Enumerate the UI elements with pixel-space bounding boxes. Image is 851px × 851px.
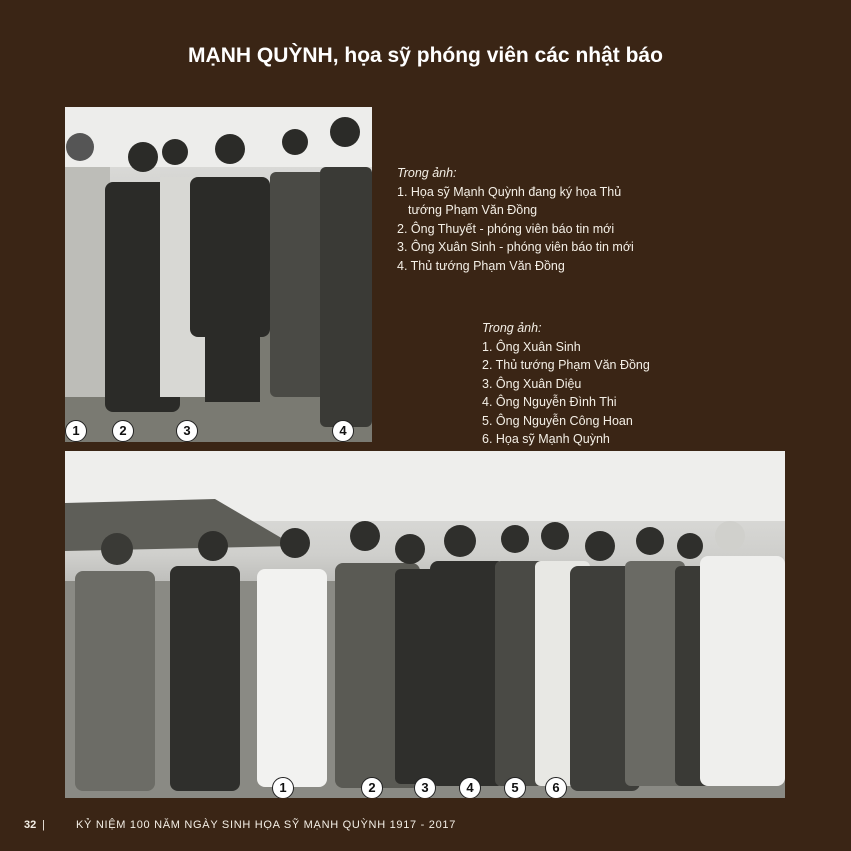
caption-photo1-line: tướng Phạm Văn Đồng [408, 203, 538, 217]
photo1-marker-1: 1 [65, 420, 87, 442]
caption-photo2-line: 4. Ông Nguyễn Đình Thi [482, 395, 617, 409]
caption-photo2-line: 1. Ông Xuân Sinh [482, 339, 581, 354]
caption-photo1-line: 4. Thủ tướng Phạm Văn Đồng [397, 258, 565, 273]
page-title: MẠNH QUỲNH, họa sỹ phóng viên các nhật báo [188, 44, 663, 67]
photo-group-scene-figures [65, 451, 785, 798]
caption-photo1-line: 1. Họa sỹ Mạnh Quỳnh đang ký họa Thủ [397, 184, 622, 199]
photo-sketching-scene [65, 107, 372, 442]
photo2-marker-4: 4 [459, 777, 481, 798]
caption-photo2-line: 2. Thủ tướng Phạm Văn Đồng [482, 358, 650, 372]
caption-photo2 [482, 319, 702, 449]
caption-photo2-line: 5. Ông Nguyễn Công Hoan [482, 413, 633, 428]
photo2-marker-1: 1 [272, 777, 294, 798]
photo2-marker-2: 2 [361, 777, 383, 798]
photo2-marker-6: 6 [545, 777, 567, 798]
photo1-marker-3: 3 [176, 420, 198, 442]
caption-photo1-line: 3. Ông Xuân Sinh - phóng viên báo tin mới [397, 240, 634, 254]
photo1-marker-4: 4 [332, 420, 354, 442]
caption-photo1-heading: Trong ảnh: [397, 166, 457, 180]
photo2-marker-5: 5 [504, 777, 526, 798]
photo1-marker-2: 2 [112, 420, 134, 442]
caption-photo2-line: 3. Ông Xuân Diệu [482, 376, 582, 391]
caption-photo1-line: 2. Ông Thuyết - phóng viên báo tin mới [397, 221, 615, 236]
caption-photo2-line: 6. Họa sỹ Mạnh Quỳnh [482, 432, 610, 446]
caption-photo1 [397, 164, 667, 275]
caption-photo2-heading: Trong ảnh: [482, 321, 542, 335]
photo2-marker-3: 3 [414, 777, 436, 798]
photo-group-scene [65, 451, 785, 798]
footer-text: KỶ NIỆM 100 NĂM NGÀY SINH HỌA SỸ MẠNH QUỲNH 1917 - 2017 [76, 819, 457, 831]
page-number: 32 [24, 819, 37, 831]
photo-sketching-scene-figures [65, 107, 372, 442]
footer-separator: | [42, 819, 45, 831]
